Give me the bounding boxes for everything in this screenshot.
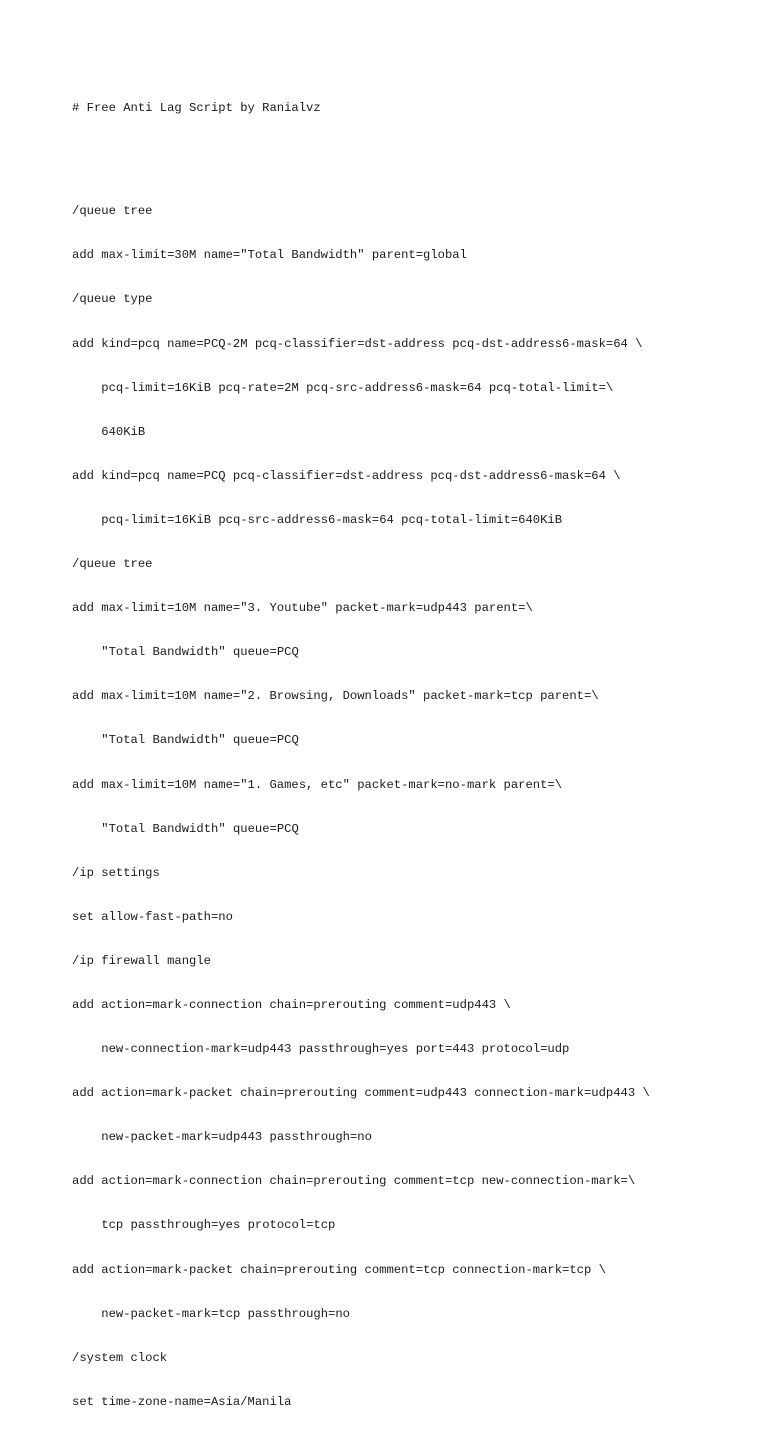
- script-line: /system clock: [72, 1350, 168, 1365]
- script-line: add action=mark-connection chain=prerouting comment=tcp new-connection-mark=\: [72, 1174, 636, 1189]
- script-line: add action=mark-packet chain=prerouting comment=tcp connection-mark=tcp \: [72, 1262, 606, 1277]
- script-continuation-line: "Total Bandwidth" queue=PCQ: [101, 733, 299, 748]
- script-line: add kind=pcq name=PCQ pcq-classifier=dst-address pcq-dst-address6-mask=64 \: [72, 468, 621, 483]
- script-continuation-line: pcq-limit=16KiB pcq-src-address6-mask=64 pcq-total-limit=640KiB: [101, 512, 563, 527]
- script-continuation-line: new-packet-mark=udp443 passthrough=no: [101, 1130, 372, 1145]
- script-line: add max-limit=10M name="3. Youtube" packet-mark=udp443 parent=\: [72, 601, 533, 616]
- script-continuation-line: pcq-limit=16KiB pcq-rate=2M pcq-src-address6-mask=64 pcq-total-limit=\: [101, 380, 614, 395]
- script-line: /queue tree: [72, 557, 153, 572]
- script-continuation-line: "Total Bandwidth" queue=PCQ: [101, 821, 299, 836]
- script-line: add action=mark-connection chain=prerouting comment=udp443 \: [72, 997, 511, 1012]
- script-line: /ip settings: [72, 865, 160, 880]
- script-continuation-line: new-packet-mark=tcp passthrough=no: [101, 1306, 350, 1321]
- script-line: add action=mark-packet chain=prerouting comment=udp443 connection-mark=udp443 \: [72, 1086, 650, 1101]
- script-line: /ip firewall mangle: [72, 953, 211, 968]
- script-line: set allow-fast-path=no: [72, 909, 233, 924]
- script-continuation-line: "Total Bandwidth" queue=PCQ: [101, 645, 299, 660]
- script-continuation-line: 640KiB: [101, 424, 146, 439]
- script-line: /queue type: [72, 292, 153, 307]
- script-line: add max-limit=30M name="Total Bandwidth" parent=global: [72, 248, 467, 263]
- script-line: add kind=pcq name=PCQ-2M pcq-classifier=dst-address pcq-dst-address6-mask=64 \: [72, 336, 643, 351]
- script-line: /queue tree: [72, 204, 153, 219]
- script-continuation-line: tcp passthrough=yes protocol=tcp: [101, 1218, 336, 1233]
- script-listing: [72, 72, 712, 1439]
- script-line: set time-zone-name=Asia/Manila: [72, 1394, 292, 1409]
- script-line: add max-limit=10M name="2. Browsing, Downloads" packet-mark=tcp parent=\: [72, 689, 599, 704]
- script-comment: # Free Anti Lag Script by Ranialvz: [72, 101, 321, 116]
- script-continuation-line: new-connection-mark=udp443 passthrough=yes port=443 protocol=udp: [101, 1042, 570, 1057]
- script-line: add max-limit=10M name="1. Games, etc" packet-mark=no-mark parent=\: [72, 777, 563, 792]
- blank-line: [72, 146, 712, 161]
